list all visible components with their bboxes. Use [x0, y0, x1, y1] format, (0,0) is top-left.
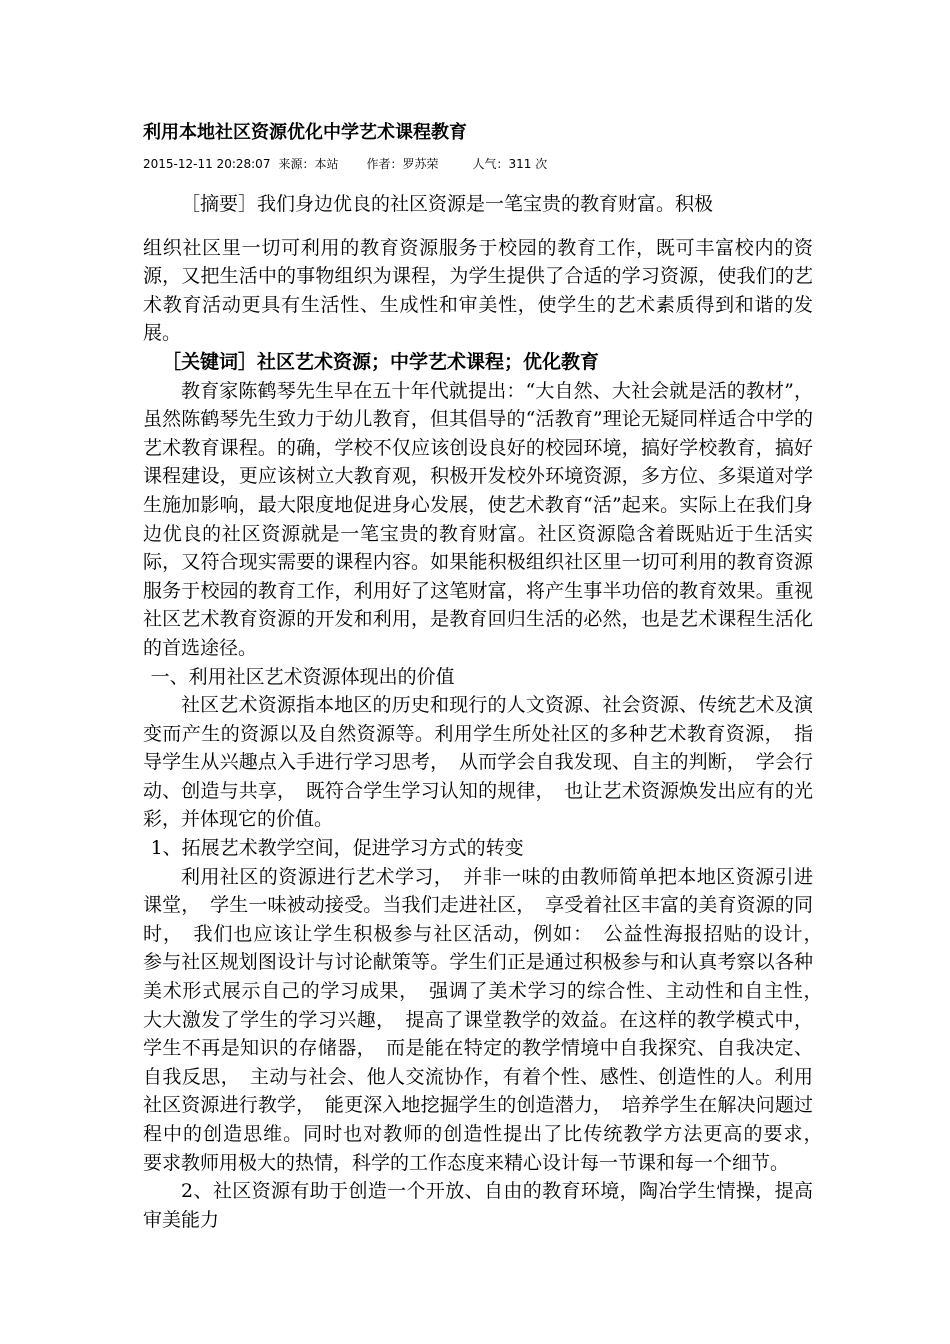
subsection-heading-1: 1、拓展艺术教学空间，促进学习方式的转变 — [150, 837, 524, 860]
section-1-paragraph: 社区艺术资源指本地区的历史和现行的人文资源、社会资源、传统艺术及演变而产生的资源以及自然资源等。利用学生所处社区的多种艺术教育资源， 指导学生从兴趣点入手进行学习思考， 从而学会自我发现、自主的判断， 学会行动、创造与共享， 既符合学生学习认知的规律， 也让艺术资源焕发出应有的光彩，并体现它的价值。 — [143, 694, 813, 831]
article-body — [143, 190, 833, 1234]
subsection-1-paragraph: 利用社区的资源进行艺术学习， 并非一味的由教师简单把本地区资源引进课堂， 学生一味被动接受。当我们走进社区， 享受着社区丰富的美育资源的同时， 我们也应该让学生积极参与社区活动，例如： 公益性海报招贴的设计， 参与社区规划图设计与讨论献策等。学生们正是通过积极参与和认真考察以各种美术形式展示自己的学习成果， 强调了美术学习的综合性、主动性和自主性， 大大激发了学生的学习兴趣， 提高了课堂教学的效益。在这样的教学模式中，学生不再是知识的存储器， 而是能在特定的教学情境中自我探究、自我决定、自我反思， 主动与社会、他人交流协作，有着个性、感性、创造性的人。利用社区资源进行教学， 能更深入地挖掘学生的创造潜力， 培养学生在解决问题过程中的创造思维。同时也对教师的创造性提出了比传统教学方法更高的要求， 要求教师用极大的热情，科学的工作态度来精心设计每一节课和每一个细节。 — [143, 865, 833, 1174]
keywords: ［关键词］社区艺术资源；中学艺术课程；优化教育 — [162, 350, 600, 373]
article-meta — [143, 154, 813, 174]
abstract-label: ［摘要］ — [181, 193, 258, 215]
section-heading-1: 一、利用社区艺术资源体现出的价值 — [150, 665, 455, 688]
abstract-rest: 组织社区里一切可利用的教育资源服务于校园的教育工作，既可丰富校内的资源，又把生活中的事物组织为课程，为学生提供了合适的学习资源，使我们的艺术教育活动更具有生活性、生成性和审美性，使学生的艺术素质得到和谐的发展。 — [143, 236, 813, 345]
article-views: 人气：311 次 — [472, 157, 548, 171]
article — [143, 120, 833, 1234]
abstract-first-line — [143, 190, 813, 219]
intro-paragraph: 教育家陈鹤琴先生早在五十年代就提出：“大自然、大社会就是活的教材”，虽然陈鹤琴先生致力于幼儿教育，但其倡导的“活教育”理论无疑同样适合中学的艺术教育课程。的确，学校不仅应该创设良好的校园环境，搞好学校教育，搞好课程建设，更应该树立大教育观，积极开发校外环境资源，多方位、多渠道对学生施加影响，最大限度地促进身心发展，使艺术教育“活”起来。实际上在我们身边优良的社区资源就是一笔宝贵的教育财富。社区资源隐含着既贴近于生活实际，又符合现实需要的课程内容。如果能积极组织社区里一切可利用的教育资源服务于校园的教育工作，利用好了这笔财富，将产生事半功倍的教育效果。重视社区艺术教育资源的开发和利用，是教育回归生活的必然，也是艺术课程生活化的首选途径。 — [143, 379, 813, 659]
article-title: 利用本地社区资源优化中学艺术课程教育 — [143, 122, 467, 143]
abstract-first-text: 我们身边优良的社区资源是一笔宝贵的教育财富。积极 — [257, 193, 714, 215]
article-source: 来源：本站 — [278, 157, 339, 171]
article-author: 作者：罗苏荣 — [366, 157, 439, 171]
publish-datetime: 2015-12-11 20:28:07 — [143, 157, 271, 171]
subsection-heading-2: 2、社区资源有助于创造一个开放、自由的教育环境，陶冶学生情操，提高审美能力 — [143, 1180, 813, 1231]
